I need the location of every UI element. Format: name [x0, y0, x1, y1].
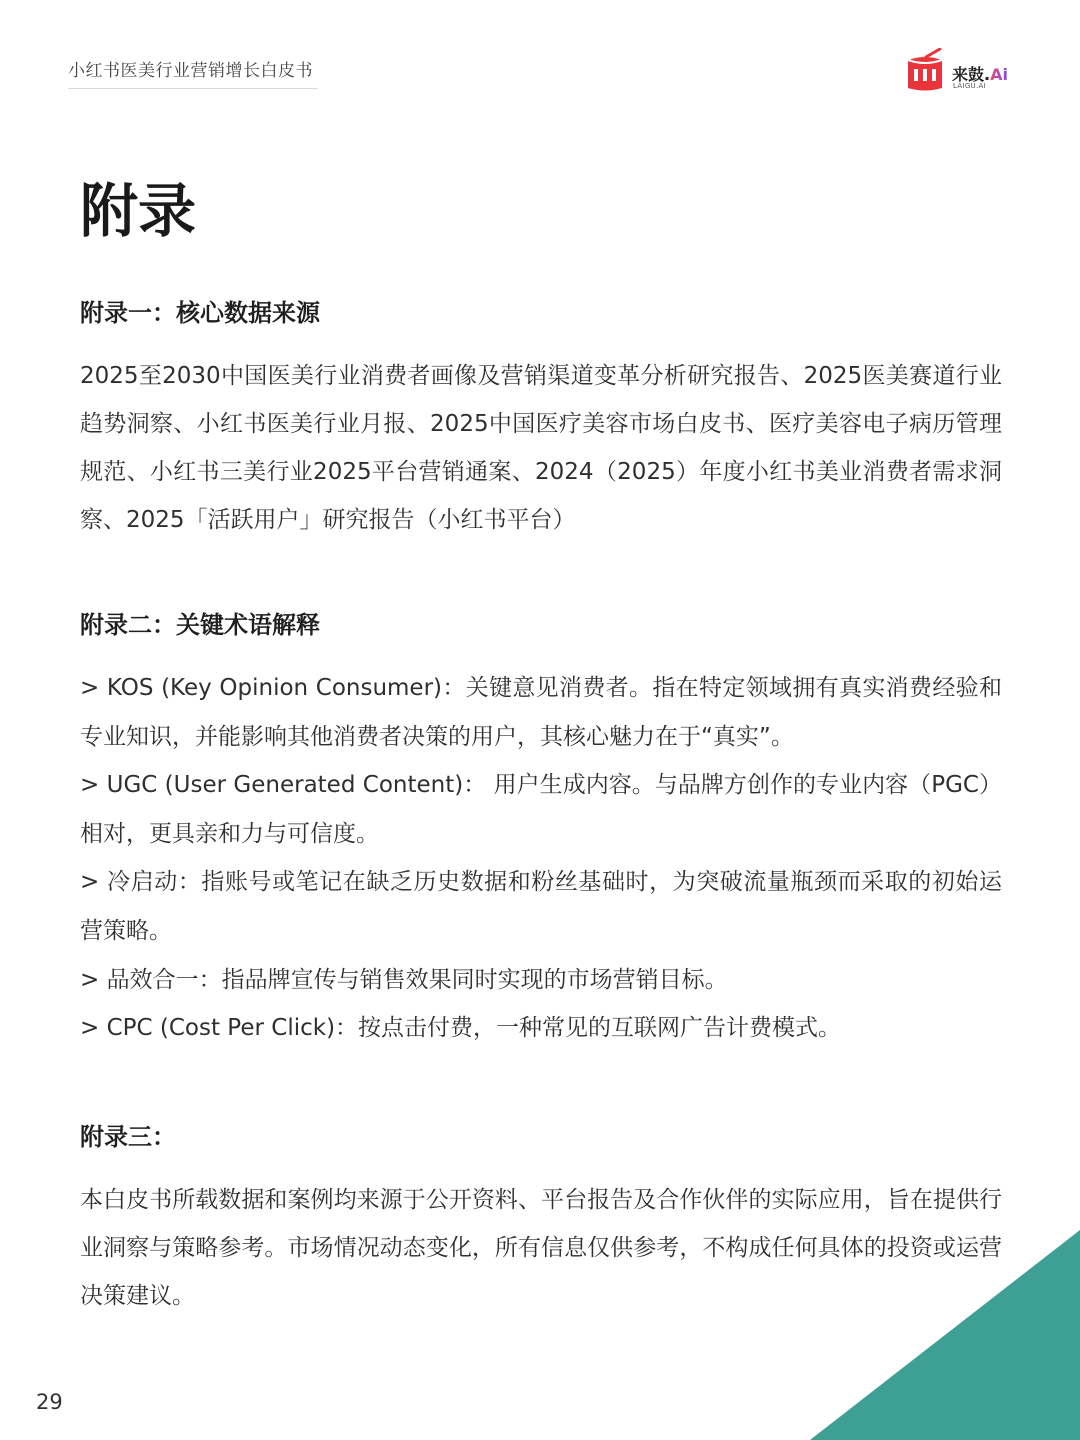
logo-wordmark-text: 来鼓. — [952, 65, 991, 84]
section-body: 本白皮书所载数据和案例均来源于公开资料、平台报告及合作伙伴的实际应用，旨在提供行业洞察与策略参考。市场情况动态变化，所有信息仅供参考，不构成任何具体的投资或运营决策建议。 — [80, 1187, 1002, 1309]
page-number: 29 — [36, 1390, 63, 1414]
logo-subtitle: LAIGU.AI — [953, 82, 986, 90]
glossary-item-cold-start: > 冷启动：指账号或笔记在缺乏历史数据和粉丝基础时，为突破流量瓶颈而采取的初始运营策略。 — [80, 869, 1002, 944]
section-heading: 附录一：核心数据来源 — [80, 299, 320, 327]
header-title: 小红书医美行业营销增长白皮书 — [68, 61, 313, 81]
section-heading: 附录三： — [80, 1123, 176, 1151]
page-title: 附录 — [80, 177, 197, 245]
appendix-section-data-sources — [80, 296, 1002, 544]
glossary-list — [80, 664, 1002, 1053]
glossary-item-cpc: > CPC (Cost Per Click)：按点击付费，一种常见的互联网广告计费模式。 — [80, 1015, 842, 1042]
corner-accent-triangle — [810, 1230, 1080, 1440]
section-heading: 附录二：关键术语解释 — [80, 611, 320, 639]
glossary-item-kos: > KOS (Key Opinion Consumer)：关键意见消费者。指在特定领域拥有真实消费经验和专业知识，并能影响其他消费者决策的用户，其核心魅力在于“真实”。 — [80, 675, 1002, 750]
brand-logo — [904, 48, 1014, 96]
drum-logo-icon — [904, 48, 946, 94]
header-divider — [68, 88, 318, 89]
logo-ai-text: Ai — [990, 65, 1008, 84]
appendix-section-glossary — [80, 608, 1002, 1053]
section-body: 2025至2030中国医美行业消费者画像及营销渠道变革分析研究报告、2025医美赛道行业趋势洞察、小红书医美行业月报、2025中国医疗美容市场白皮书、医疗美容电子病历管理规范、小红书三美行业2025平台营销通案、2024（2025）年度小红书美业消费者需求洞察、2025「活跃用户」研究报告（小红书平台） — [80, 363, 1002, 533]
glossary-item-brand-effect: > 品效合一：指品牌宣传与销售效果同时实现的市场营销目标。 — [80, 966, 728, 993]
glossary-item-ugc: > UGC (User Generated Content)： 用户生成内容。与品牌方创作的专业内容（PGC）相对，更具亲和力与可信度。 — [80, 772, 1002, 847]
